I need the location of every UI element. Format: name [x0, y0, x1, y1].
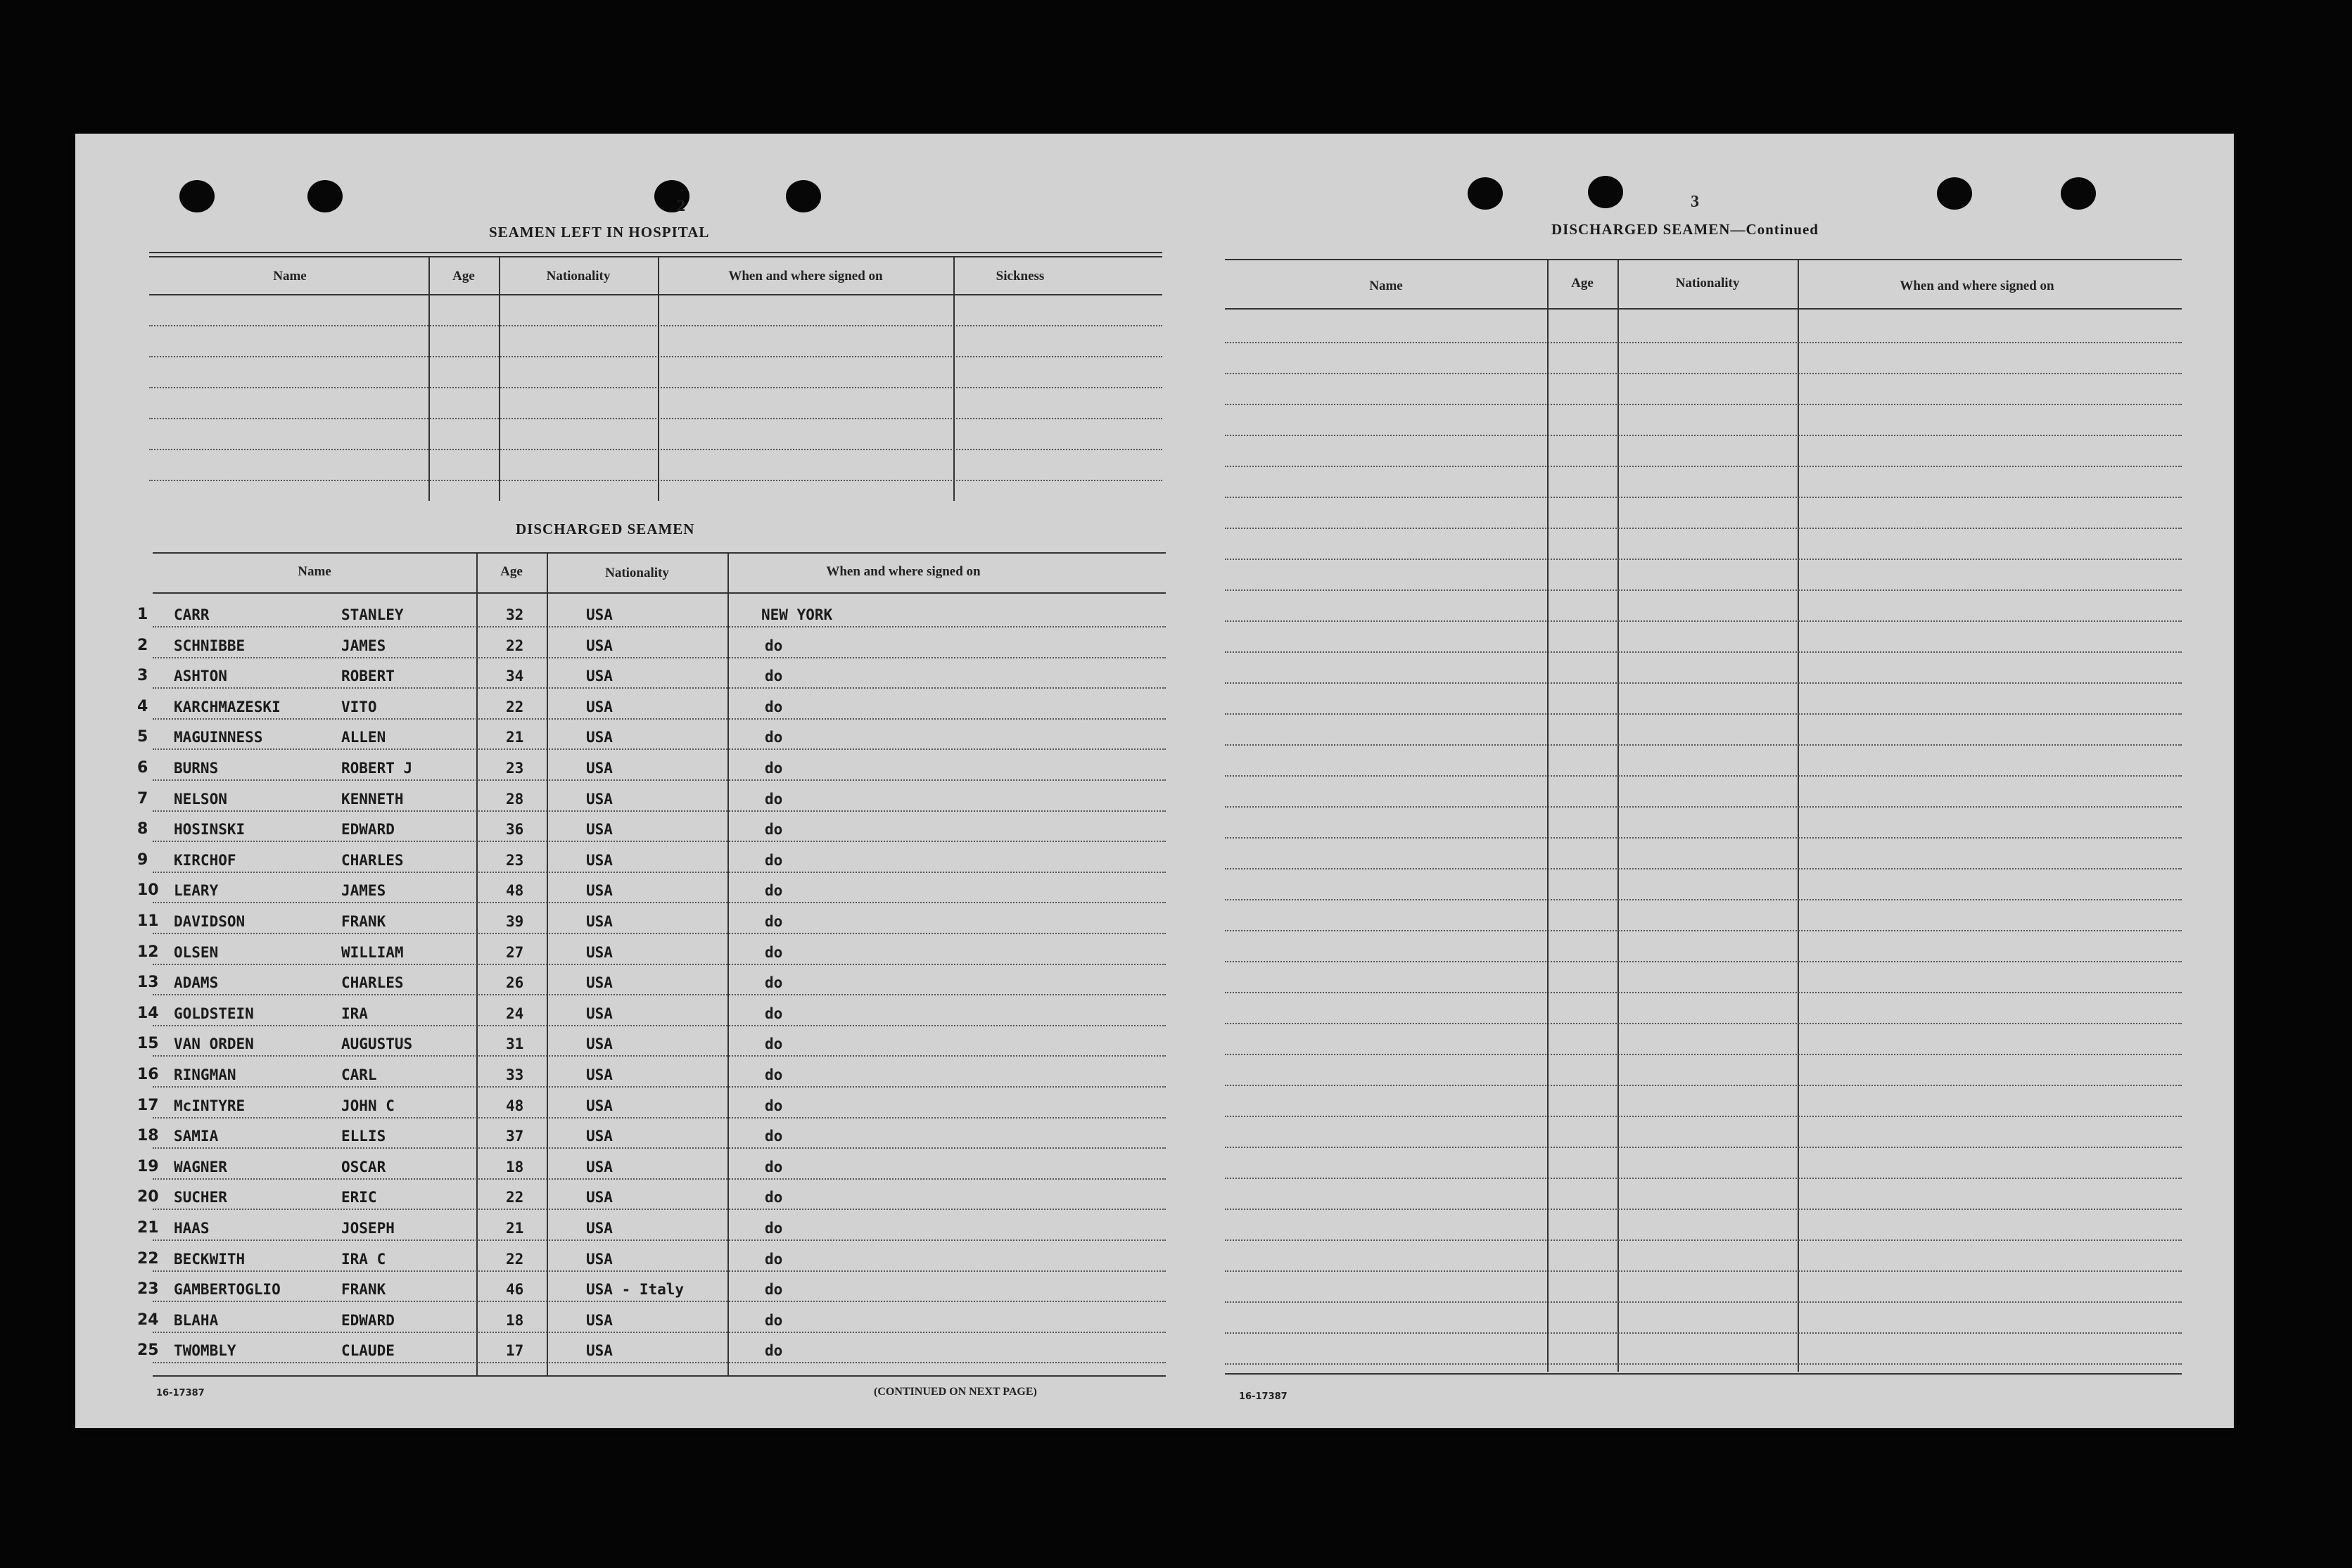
punch-hole	[179, 180, 215, 212]
table-row	[75, 659, 1155, 687]
seaman-age: 23	[506, 851, 524, 869]
seaman-nationality: USA	[586, 698, 613, 715]
seaman-last-name: ADAMS	[174, 974, 219, 992]
seaman-last-name: HAAS	[174, 1220, 210, 1237]
row-number: 17	[137, 1096, 159, 1114]
ruled-line	[153, 872, 1166, 873]
ruled-line	[1225, 682, 2182, 684]
row-number: 4	[137, 697, 148, 715]
seaman-last-name: BECKWITH	[174, 1250, 246, 1268]
right-col-divider	[1547, 260, 1549, 1372]
ruled-line	[1225, 775, 2182, 777]
right-page	[1155, 134, 2234, 1428]
seaman-first-name: OSCAR	[341, 1158, 386, 1175]
page-number: 3	[1691, 193, 1699, 211]
seaman-nationality: USA	[586, 1250, 613, 1268]
seaman-age: 46	[506, 1281, 524, 1299]
seaman-age: 17	[506, 1342, 524, 1360]
ruled-line	[153, 1086, 1166, 1088]
hospital-col-divider	[499, 257, 500, 501]
ruled-line	[153, 810, 1166, 812]
table-row	[75, 1119, 1155, 1147]
ruled-line	[153, 626, 1166, 627]
left-page	[75, 134, 1155, 1428]
seaman-age: 22	[506, 637, 524, 654]
signed-on-place: do	[765, 1128, 783, 1145]
seaman-age: 31	[506, 1035, 524, 1053]
discharged-header-nationality: Nationality	[605, 566, 669, 580]
seaman-first-name: IRA	[341, 1005, 368, 1022]
seaman-nationality: USA	[586, 1005, 613, 1022]
row-number: 10	[137, 881, 159, 900]
seaman-nationality: USA	[586, 1158, 613, 1175]
signed-on-place: do	[765, 851, 783, 869]
hospital-header-name: Name	[273, 269, 307, 283]
ruled-line	[1225, 620, 2182, 622]
ruled-line	[1225, 466, 2182, 467]
seaman-last-name: BURNS	[174, 760, 219, 777]
seaman-last-name: LEARY	[174, 882, 219, 900]
seaman-nationality: USA	[586, 637, 613, 654]
right-col-divider	[1798, 260, 1799, 1372]
seaman-nationality: USA	[586, 1128, 613, 1145]
signed-on-place: do	[765, 1342, 783, 1360]
seaman-last-name: WAGNER	[174, 1158, 227, 1175]
seaman-first-name: ROBERT J	[341, 760, 413, 777]
row-number: 1	[137, 606, 148, 623]
signed-on-place: NEW YORK	[761, 606, 833, 623]
table-row	[75, 997, 1155, 1025]
seaman-last-name: GAMBERTOGLIO	[174, 1281, 281, 1299]
hospital-header-age: Age	[452, 269, 475, 283]
row-number: 15	[137, 1035, 159, 1053]
seaman-first-name: JOSEPH	[341, 1220, 395, 1237]
seaman-last-name: McINTYRE	[174, 1097, 246, 1114]
seaman-age: 48	[506, 1097, 524, 1114]
ruled-line	[1225, 1085, 2182, 1086]
right-header-rule	[1225, 308, 2182, 310]
table-row	[75, 782, 1155, 810]
seaman-age: 34	[506, 668, 524, 685]
seaman-age: 18	[506, 1158, 524, 1175]
ruled-line	[1225, 713, 2182, 715]
ruled-line	[1225, 1147, 2182, 1148]
signed-on-place: do	[765, 1311, 783, 1329]
hospital-header-signed-on: When and where signed on	[728, 269, 883, 283]
seaman-nationality: USA	[586, 729, 613, 746]
seaman-first-name: ERIC	[341, 1189, 377, 1206]
ruled-line	[149, 387, 1162, 388]
seaman-first-name: CLAUDE	[341, 1342, 395, 1360]
continued-note: (CONTINUED ON NEXT PAGE)	[874, 1386, 1037, 1398]
row-number: 18	[137, 1127, 159, 1145]
table-row	[75, 1211, 1155, 1239]
seaman-age: 18	[506, 1311, 524, 1329]
table-row	[75, 1273, 1155, 1301]
seaman-last-name: ASHTON	[174, 668, 227, 685]
discharged-table-top-rule	[153, 552, 1166, 554]
seaman-last-name: DAVIDSON	[174, 913, 246, 930]
seaman-nationality: USA - Italy	[586, 1281, 685, 1299]
row-number: 23	[137, 1280, 159, 1299]
table-row	[75, 936, 1155, 964]
ruled-line	[1225, 528, 2182, 529]
table-row	[75, 690, 1155, 718]
signed-on-place: do	[765, 913, 783, 930]
right-table-bottom-rule	[1225, 1373, 2182, 1375]
row-number: 6	[137, 759, 148, 777]
ruled-line	[153, 1270, 1166, 1272]
seaman-last-name: SCHNIBBE	[174, 637, 246, 654]
seaman-last-name: MAGUINNESS	[174, 729, 263, 746]
right-table-top-rule	[1225, 259, 2182, 260]
ruled-line	[153, 1147, 1166, 1149]
ruled-line	[1225, 1332, 2182, 1334]
row-number: 14	[137, 1004, 159, 1022]
signed-on-place: do	[765, 1005, 783, 1022]
seaman-nationality: USA	[586, 851, 613, 869]
seaman-nationality: USA	[586, 1035, 613, 1053]
seaman-last-name: NELSON	[174, 790, 227, 808]
hospital-header-sickness: Sickness	[996, 269, 1045, 283]
table-row	[75, 1242, 1155, 1270]
punch-hole	[786, 180, 821, 212]
ruled-line	[149, 418, 1162, 419]
seaman-last-name: TWOMBLY	[174, 1342, 236, 1360]
signed-on-place: do	[765, 974, 783, 992]
seaman-last-name: CARR	[174, 606, 210, 623]
page-number: 2	[677, 197, 685, 215]
right-header-signed-on: When and where signed on	[1900, 279, 2054, 293]
seaman-last-name: BLAHA	[174, 1311, 219, 1329]
seaman-nationality: USA	[586, 974, 613, 992]
row-number: 12	[137, 943, 159, 961]
punch-hole	[1588, 176, 1623, 208]
seaman-last-name: KIRCHOF	[174, 851, 236, 869]
ruled-line	[153, 1332, 1166, 1333]
seaman-nationality: USA	[586, 821, 613, 839]
seaman-first-name: CHARLES	[341, 974, 404, 992]
table-row	[75, 1089, 1155, 1117]
signed-on-place: do	[765, 760, 783, 777]
ruled-line	[153, 994, 1166, 995]
ruled-line	[1225, 435, 2182, 436]
seaman-last-name: GOLDSTEIN	[174, 1005, 254, 1022]
punch-hole	[307, 180, 343, 212]
document-sheet	[75, 134, 2234, 1428]
ruled-line	[153, 1209, 1166, 1210]
seaman-last-name: HOSINSKI	[174, 821, 246, 839]
seaman-age: 36	[506, 821, 524, 839]
signed-on-place: do	[765, 668, 783, 685]
table-row	[75, 905, 1155, 933]
ruled-line	[149, 325, 1162, 326]
seaman-first-name: WILLIAM	[341, 943, 404, 961]
signed-on-place: do	[765, 882, 783, 900]
seaman-first-name: IRA C	[341, 1250, 386, 1268]
ruled-line	[1225, 930, 2182, 931]
signed-on-place: do	[765, 1281, 783, 1299]
ruled-line	[153, 779, 1166, 781]
row-number: 19	[137, 1157, 159, 1175]
seaman-age: 33	[506, 1066, 524, 1083]
table-row	[75, 812, 1155, 841]
seaman-age: 27	[506, 943, 524, 961]
ruled-line	[1225, 1209, 2182, 1210]
seaman-last-name: SAMIA	[174, 1128, 219, 1145]
table-row	[75, 598, 1155, 626]
row-number: 16	[137, 1066, 159, 1083]
row-number: 13	[137, 974, 159, 992]
seaman-nationality: USA	[586, 1342, 613, 1360]
row-number: 22	[137, 1249, 159, 1268]
row-number: 3	[137, 667, 148, 685]
ruled-line	[1225, 1023, 2182, 1024]
signed-on-place: do	[765, 729, 783, 746]
ruled-line	[1225, 342, 2182, 343]
seaman-age: 37	[506, 1128, 524, 1145]
right-header-nationality: Nationality	[1675, 276, 1740, 291]
row-number: 11	[137, 912, 159, 930]
signed-on-place: do	[765, 821, 783, 839]
seaman-age: 23	[506, 760, 524, 777]
table-row	[75, 1027, 1155, 1055]
signed-on-place: do	[765, 1066, 783, 1083]
seaman-nationality: USA	[586, 1311, 613, 1329]
seaman-nationality: USA	[586, 668, 613, 685]
row-number: 5	[137, 728, 148, 746]
seaman-first-name: VITO	[341, 698, 377, 715]
ruled-line	[153, 964, 1166, 965]
seaman-first-name: JOHN C	[341, 1097, 395, 1114]
form-number: 16-17387	[156, 1388, 205, 1398]
seaman-first-name: CARL	[341, 1066, 377, 1083]
seaman-age: 48	[506, 882, 524, 900]
table-row	[75, 1150, 1155, 1178]
seaman-age: 21	[506, 1220, 524, 1237]
seaman-last-name: RINGMAN	[174, 1066, 236, 1083]
ruled-line	[153, 1117, 1166, 1118]
discharged-header-age: Age	[500, 564, 523, 579]
discharged-table-bottom-rule	[153, 1375, 1166, 1377]
seaman-age: 32	[506, 606, 524, 623]
seaman-nationality: USA	[586, 1220, 613, 1237]
ruled-line	[1225, 373, 2182, 374]
table-row	[75, 1180, 1155, 1209]
row-number: 9	[137, 850, 148, 869]
hospital-header-rule	[149, 294, 1162, 295]
seaman-first-name: FRANK	[341, 1281, 386, 1299]
table-row	[75, 1058, 1155, 1086]
seaman-nationality: USA	[586, 943, 613, 961]
ruled-line	[1225, 1054, 2182, 1055]
hospital-col-divider	[428, 257, 430, 501]
ruled-line	[1225, 1178, 2182, 1179]
row-number: 7	[137, 789, 148, 808]
seaman-first-name: ALLEN	[341, 729, 386, 746]
right-col-divider	[1617, 260, 1619, 1372]
seaman-age: 26	[506, 974, 524, 992]
punch-hole	[1937, 177, 1972, 210]
signed-on-place: do	[765, 1189, 783, 1206]
hospital-header-nationality: Nationality	[546, 269, 611, 283]
ruled-line	[153, 902, 1166, 903]
hospital-table-top-rule	[149, 252, 1162, 253]
ruled-line	[153, 718, 1166, 720]
seaman-first-name: ROBERT	[341, 668, 395, 685]
seaman-nationality: USA	[586, 882, 613, 900]
ruled-line	[153, 1055, 1166, 1057]
discharged-header-signed-on: When and where signed on	[826, 564, 981, 579]
row-number: 21	[137, 1219, 159, 1237]
table-row	[75, 874, 1155, 902]
punch-hole	[2061, 177, 2096, 210]
signed-on-place: do	[765, 1158, 783, 1175]
seaman-last-name: OLSEN	[174, 943, 219, 961]
ruled-line	[153, 841, 1166, 842]
ruled-line	[153, 1025, 1166, 1026]
discharged-continued-title: DISCHARGED SEAMEN—Continued	[1551, 221, 1819, 238]
table-row	[75, 751, 1155, 779]
seaman-age: 28	[506, 790, 524, 808]
row-number: 24	[137, 1311, 159, 1329]
ruled-line	[1225, 559, 2182, 560]
seaman-nationality: USA	[586, 760, 613, 777]
ruled-line	[1225, 868, 2182, 869]
hospital-col-divider	[658, 257, 659, 501]
row-number: 20	[137, 1188, 159, 1206]
table-row	[75, 629, 1155, 657]
seaman-first-name: STANLEY	[341, 606, 404, 623]
seaman-nationality: USA	[586, 1189, 613, 1206]
ruled-line	[153, 657, 1166, 658]
signed-on-place: do	[765, 1035, 783, 1053]
seaman-age: 22	[506, 1250, 524, 1268]
ruled-line	[149, 449, 1162, 450]
ruled-line	[1225, 961, 2182, 962]
seaman-nationality: USA	[586, 1097, 613, 1114]
ruled-line	[1225, 589, 2182, 591]
table-row	[75, 1334, 1155, 1362]
seaman-age: 22	[506, 698, 524, 715]
signed-on-place: do	[765, 1250, 783, 1268]
ruled-line	[1225, 651, 2182, 653]
discharged-header-name: Name	[298, 564, 331, 579]
hospital-table-top-rule	[149, 256, 1162, 257]
ruled-line	[153, 1362, 1166, 1363]
ruled-line	[1225, 1270, 2182, 1272]
ruled-line	[153, 1301, 1166, 1302]
ruled-line	[149, 356, 1162, 357]
seaman-nationality: USA	[586, 606, 613, 623]
seaman-age: 39	[506, 913, 524, 930]
table-row	[75, 1304, 1155, 1332]
ruled-line	[1225, 497, 2182, 498]
seaman-nationality: USA	[586, 913, 613, 930]
signed-on-place: do	[765, 698, 783, 715]
ruled-line	[1225, 992, 2182, 993]
ruled-line	[153, 1239, 1166, 1241]
ruled-line	[1225, 744, 2182, 746]
seaman-age: 24	[506, 1005, 524, 1022]
punch-hole	[1468, 177, 1503, 210]
seaman-first-name: EDWARD	[341, 1311, 395, 1329]
seaman-last-name: KARCHMAZESKI	[174, 698, 281, 715]
ruled-line	[1225, 837, 2182, 839]
ruled-line	[153, 748, 1166, 750]
row-number: 25	[137, 1341, 159, 1360]
ruled-line	[153, 933, 1166, 934]
seaman-first-name: AUGUSTUS	[341, 1035, 413, 1053]
table-row	[75, 966, 1155, 994]
seaman-first-name: KENNETH	[341, 790, 404, 808]
table-row	[75, 843, 1155, 872]
seaman-last-name: VAN ORDEN	[174, 1035, 254, 1053]
hospital-col-divider	[953, 257, 955, 501]
right-header-name: Name	[1369, 279, 1403, 293]
row-number: 2	[137, 636, 148, 654]
ruled-line	[1225, 1239, 2182, 1241]
seaman-age: 21	[506, 729, 524, 746]
seaman-nationality: USA	[586, 1066, 613, 1083]
ruled-line	[1225, 1301, 2182, 1303]
seaman-first-name: EDWARD	[341, 821, 395, 839]
ruled-line	[1225, 1116, 2182, 1117]
signed-on-place: do	[765, 943, 783, 961]
discharged-header-rule	[153, 592, 1166, 594]
signed-on-place: do	[765, 637, 783, 654]
ruled-line	[1225, 404, 2182, 405]
discharged-section-title: DISCHARGED SEAMEN	[516, 521, 695, 537]
seaman-first-name: FRANK	[341, 913, 386, 930]
seaman-last-name: SUCHER	[174, 1189, 227, 1206]
ruled-line	[1225, 1363, 2182, 1365]
ruled-line	[1225, 899, 2182, 900]
ruled-line	[153, 1178, 1166, 1180]
row-number: 8	[137, 820, 148, 839]
ruled-line	[153, 687, 1166, 689]
seaman-first-name: JAMES	[341, 882, 386, 900]
form-number: 16-17387	[1239, 1391, 1288, 1402]
ruled-line	[149, 480, 1162, 481]
table-row	[75, 720, 1155, 748]
seaman-first-name: ELLIS	[341, 1128, 386, 1145]
signed-on-place: do	[765, 1097, 783, 1114]
seaman-nationality: USA	[586, 790, 613, 808]
seaman-first-name: JAMES	[341, 637, 386, 654]
seaman-age: 22	[506, 1189, 524, 1206]
signed-on-place: do	[765, 1220, 783, 1237]
right-header-age: Age	[1571, 276, 1594, 291]
signed-on-place: do	[765, 790, 783, 808]
hospital-section-title: SEAMEN LEFT IN HOSPITAL	[489, 224, 710, 241]
ruled-line	[1225, 806, 2182, 808]
seaman-first-name: CHARLES	[341, 851, 404, 869]
